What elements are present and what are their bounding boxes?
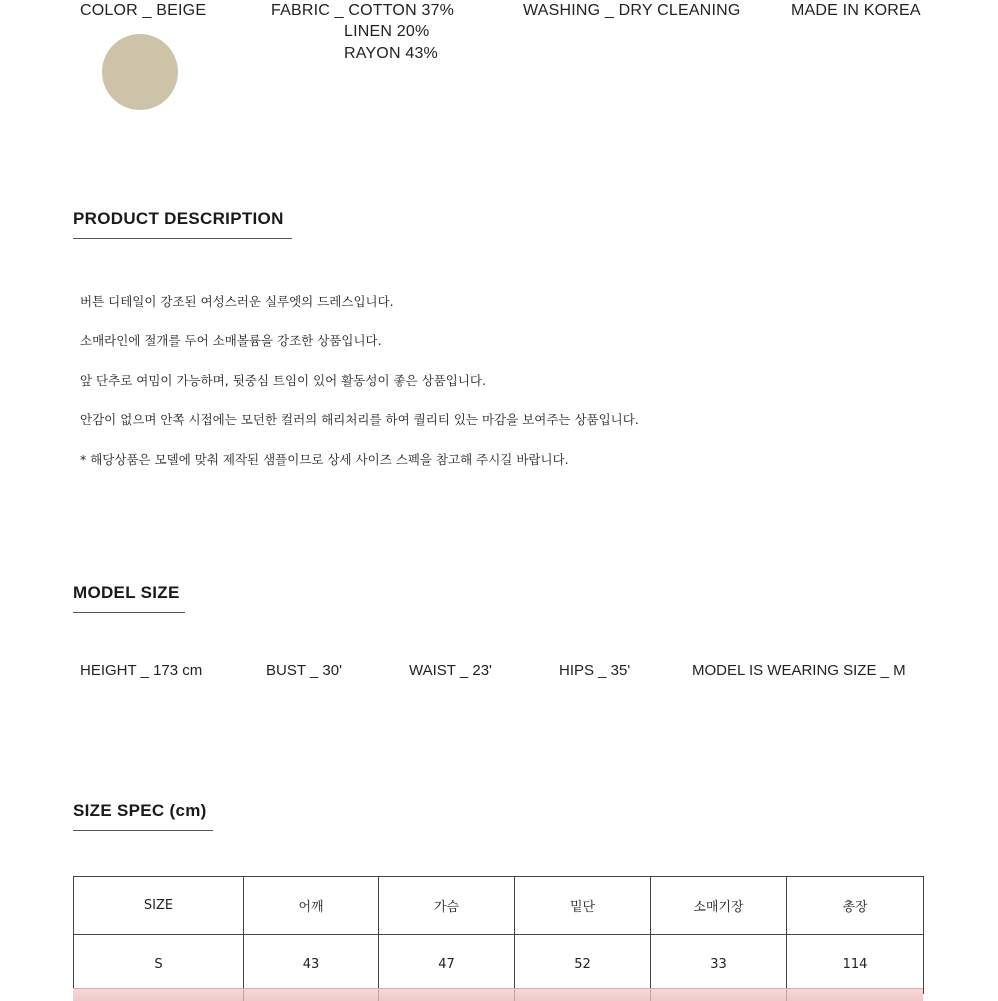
size-spec-table bbox=[73, 876, 924, 994]
table-header-row bbox=[74, 877, 924, 935]
color-swatch bbox=[102, 34, 178, 110]
fabric-linen: LINEN 20% bbox=[344, 23, 430, 40]
model-hips: HIPS _ 35' bbox=[559, 662, 631, 679]
model-height: HEIGHT _ 173 cm bbox=[80, 662, 203, 679]
model-size-title: MODEL SIZE bbox=[73, 583, 180, 602]
description-line-2: 소매라인에 절개를 두어 소매볼륨을 강조한 상품입니다. bbox=[80, 333, 382, 348]
size-spec-underline bbox=[73, 830, 213, 831]
header-shoulder: 어깨 bbox=[244, 877, 379, 935]
color-label: COLOR _ BEIGE bbox=[80, 2, 207, 19]
model-bust: BUST _ 30' bbox=[266, 662, 342, 679]
description-line-1: 버튼 디테일이 강조된 여성스러운 실루엣의 드레스입니다. bbox=[80, 294, 394, 309]
product-description-underline bbox=[73, 238, 292, 239]
highlighted-row-partial bbox=[73, 988, 923, 1001]
origin-label: MADE IN KOREA bbox=[791, 2, 921, 19]
product-description-title: PRODUCT DESCRIPTION bbox=[73, 209, 284, 228]
fabric-rayon: RAYON 43% bbox=[344, 45, 438, 62]
header-sleeve-length: 소매기장 bbox=[651, 877, 787, 935]
header-total-length: 총장 bbox=[787, 877, 924, 935]
description-line-4: 안감이 없으며 안쪽 시접에는 모던한 컬러의 해리처리를 하여 퀄리티 있는 마감을 보여주는 상품입니다. bbox=[80, 412, 639, 427]
model-waist: WAIST _ 23' bbox=[409, 662, 492, 679]
header-chest: 가슴 bbox=[379, 877, 515, 935]
model-size-underline bbox=[73, 612, 185, 613]
cell-hem: 52 bbox=[515, 935, 651, 994]
cell-shoulder: 43 bbox=[244, 935, 379, 994]
washing-label: WASHING _ DRY CLEANING bbox=[523, 2, 741, 19]
header-hem: 밑단 bbox=[515, 877, 651, 935]
description-note: * 해당상품은 모델에 맞춰 제작된 샘플이므로 상세 사이즈 스펙을 참고해 주시길 바랍니다. bbox=[80, 452, 569, 467]
header-size: SIZE bbox=[74, 877, 244, 935]
size-spec-title: SIZE SPEC (cm) bbox=[73, 801, 207, 820]
cell-size: S bbox=[74, 935, 244, 994]
model-wearing-size: MODEL IS WEARING SIZE _ M bbox=[692, 662, 906, 679]
description-line-3: 앞 단추로 여밈이 가능하며, 뒷중심 트임이 있어 활동성이 좋은 상품입니다. bbox=[80, 373, 486, 388]
cell-total-length: 114 bbox=[787, 935, 924, 994]
fabric-label: FABRIC _ COTTON 37% bbox=[271, 2, 455, 19]
cell-sleeve-length: 33 bbox=[651, 935, 787, 994]
fabric-composition bbox=[344, 21, 438, 65]
cell-chest: 47 bbox=[379, 935, 515, 994]
table-row bbox=[74, 935, 924, 994]
